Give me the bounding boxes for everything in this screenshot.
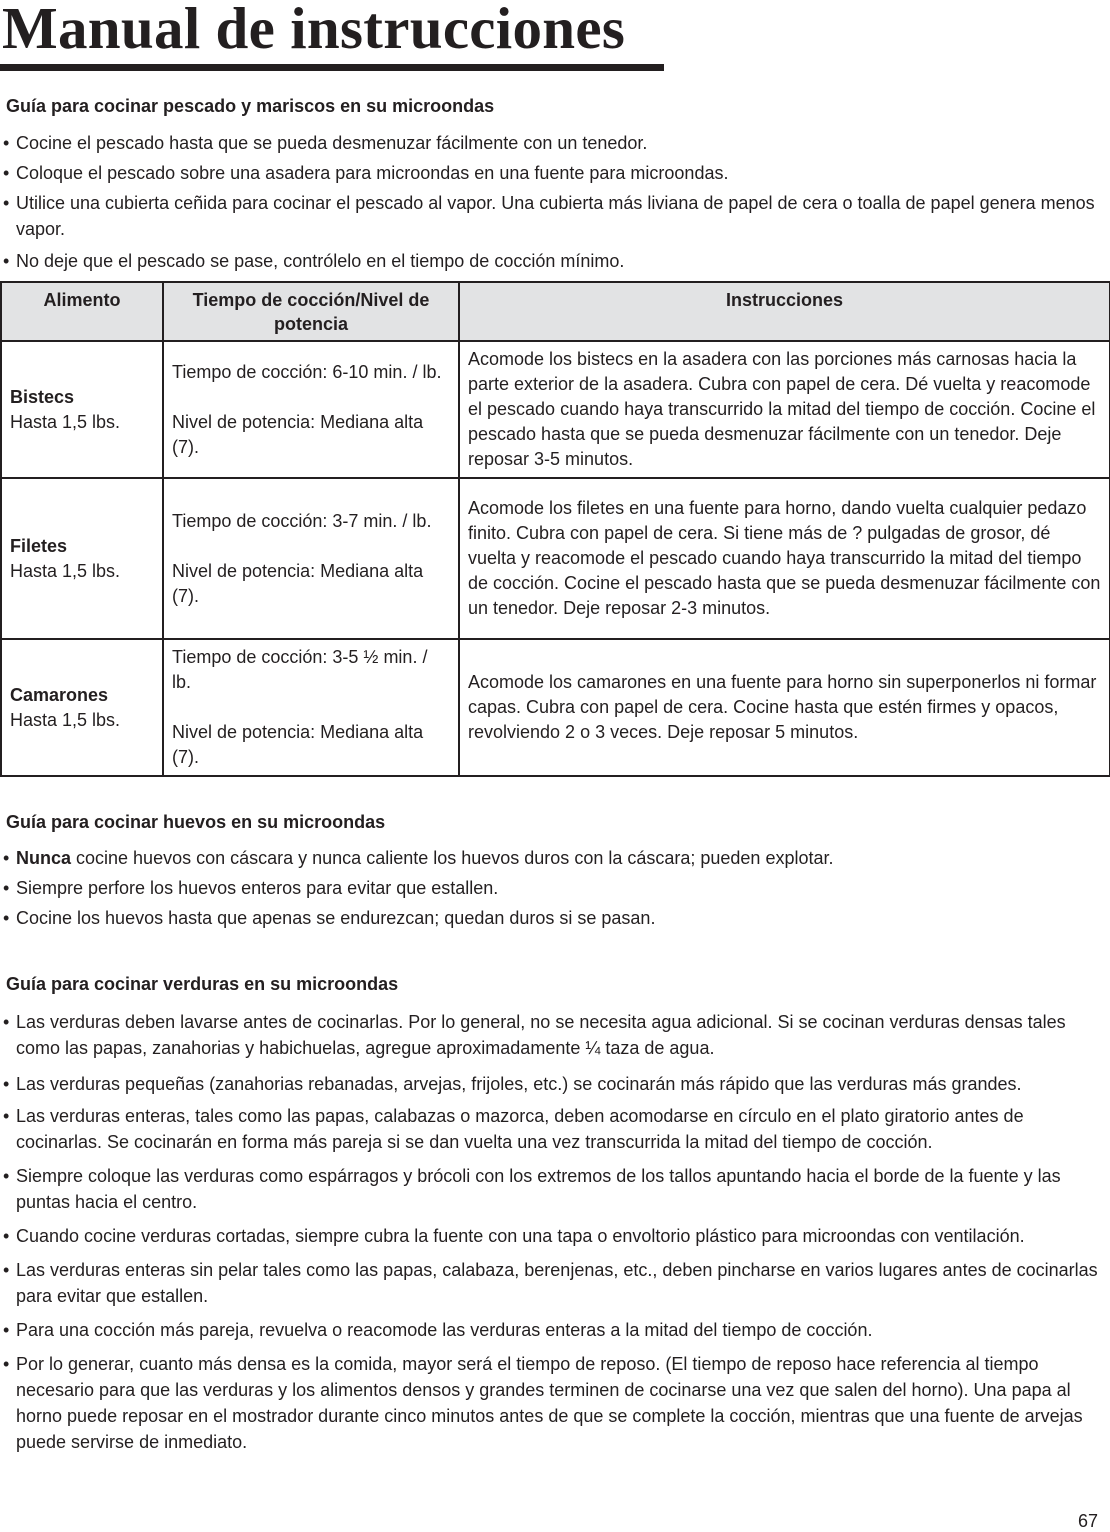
- vegetables-guide-list: [0, 1009, 1108, 1455]
- list-item: • No deje que el pescado se pase, contrólelo en el tiempo de cocción mínimo.: [0, 248, 1108, 274]
- list-item: • Las verduras deben lavarse antes de cocinarlas. Por lo general, no se necesita agua adicional. Si se cocinan verduras densas tales como las papas, zanahorias y habichuelas, agregue aproximadamente ¼ taza de agua.: [0, 1009, 1108, 1061]
- list-item: • Coloque el pescado sobre una asadera para microondas en una fuente para microondas.: [0, 160, 1108, 186]
- food-quantity: Hasta 1,5 lbs.: [10, 411, 121, 432]
- vegetables-guide-heading: Guía para cocinar verduras en su microondas: [6, 974, 399, 994]
- eggs-guide-heading: Guía para cocinar huevos en su microondas: [6, 812, 386, 832]
- food-cell: [1, 639, 163, 776]
- page-number: 67: [1077, 1511, 1098, 1531]
- list-item: • Siempre perfore los huevos enteros para evitar que estallen.: [0, 875, 1108, 901]
- time-cell: [163, 639, 459, 776]
- instructions-cell: Acomode los camarones en una fuente para horno sin superponerlos ni formar capas. Cubra con papel de cera. Cocine hasta que estén firmes y opacos, revolviendo 2 o 3 veces. Deje reposar 5 minutos.: [459, 639, 1110, 776]
- power-level: Nivel de potencia: Mediana alta (7).: [172, 560, 424, 606]
- list-item: [0, 845, 1108, 871]
- cooking-time: Tiempo de cocción: 3-7 min. / lb.: [172, 510, 432, 531]
- list-item: • Cuando cocine verduras cortadas, siempre cubra la fuente con una tapa o envoltorio plástico para microondas con ventilación.: [0, 1223, 1108, 1249]
- food-name: Bistecs: [10, 386, 75, 407]
- column-header-instructions: Instrucciones: [459, 282, 1110, 341]
- warning-word: Nunca: [16, 848, 72, 868]
- list-item: • Las verduras pequeñas (zanahorias rebanadas, arvejas, frijoles, etc.) se cocinarán más rápido que las verduras más grandes.: [0, 1071, 1108, 1097]
- list-item: • Siempre coloque las verduras como espárragos y brócoli con los extremos de los tallos apuntando hacia el borde de la fuente y las puntas hacia el centro.: [0, 1163, 1108, 1215]
- food-cell: [1, 341, 163, 478]
- fish-cooking-table: [0, 281, 1110, 777]
- food-cell: [1, 478, 163, 639]
- list-item: • Por lo generar, cuanto más densa es la comida, mayor será el tiempo de reposo. (El tiempo de reposo hace referencia al tiempo necesario para que las verduras y los alimentos densos y grandes terminen de cocinarse una vez que salen del horno). Una papa al horno puede reposar en el mostrador durante cinco minutos antes de que se complete la cocción, mientras que una fuente de arvejas puede servirse de inmediato.: [0, 1351, 1108, 1455]
- food-name: Filetes: [10, 535, 68, 556]
- list-item: • Cocine los huevos hasta que apenas se endurezcan; quedan duros si se pasan.: [0, 905, 1108, 931]
- table-row: [1, 639, 1110, 776]
- column-header-food: Alimento: [1, 282, 163, 341]
- eggs-guide-list: [0, 845, 1108, 931]
- cooking-time: Tiempo de cocción: 6-10 min. / lb.: [172, 361, 442, 382]
- column-header-time: Tiempo de cocción/Nivel de potencia: [163, 282, 459, 341]
- table-header-row: [1, 282, 1110, 341]
- instructions-cell: Acomode los filetes en una fuente para horno, dando vuelta cualquier pedazo finito. Cubra con papel de cera. Si tiene más de ? pulgadas de grosor, dé vuelta y reacomode el pescado cuando haya transcurrido la mitad del tiempo de cocción. Cocine el pescado hasta que se pueda desmenuzar fácilmente con un tenedor. Deje reposar 2-3 minutos.: [459, 478, 1110, 639]
- power-level: Nivel de potencia: Mediana alta (7).: [172, 411, 424, 457]
- title-underline: [0, 64, 664, 71]
- table-row: [1, 341, 1110, 478]
- list-item: • Las verduras enteras sin pelar tales como las papas, calabaza, berenjenas, etc., deben pincharse en varios lugares antes de cocinarlas para evitar que estallen.: [0, 1257, 1108, 1309]
- food-quantity: Hasta 1,5 lbs.: [10, 709, 121, 730]
- list-item-text: cocine huevos con cáscara y nunca caliente los huevos duros con la cáscara; pueden explotar.: [71, 848, 834, 868]
- fish-guide-heading: Guía para cocinar pescado y mariscos en su microondas: [6, 96, 495, 116]
- food-name: Camarones: [10, 684, 109, 705]
- cooking-time: Tiempo de cocción: 3-5 ½ min. / lb.: [172, 647, 428, 692]
- instructions-cell: Acomode los bistecs en la asadera con las porciones más carnosas hacia la parte exterior de la asadera. Cubra con papel de cera. Dé vuelta y reacomode el pescado cuando haya transcurrido la mitad del tiempo de cocción. Cocine el pescado hasta que se pueda desmenuzar fácilmente con un tenedor. Deje reposar 3-5 minutos.: [459, 341, 1110, 478]
- time-cell: [163, 478, 459, 639]
- power-level: Nivel de potencia: Mediana alta (7).: [172, 722, 424, 767]
- time-cell: [163, 341, 459, 478]
- list-item: • Para una cocción más pareja, revuelva o reacomode las verduras enteras a la mitad del tiempo de cocción.: [0, 1317, 1108, 1343]
- list-item: • Cocine el pescado hasta que se pueda desmenuzar fácilmente con un tenedor.: [0, 130, 1108, 156]
- page-title: Manual de instrucciones: [2, 0, 626, 61]
- food-quantity: Hasta 1,5 lbs.: [10, 560, 121, 581]
- list-item: • Utilice una cubierta ceñida para cocinar el pescado al vapor. Una cubierta más liviana de papel de cera o toalla de papel genera menos vapor.: [0, 190, 1108, 242]
- table-row: [1, 478, 1110, 639]
- list-item: • Las verduras enteras, tales como las papas, calabazas o mazorca, deben acomodarse en círculo en el plato giratorio antes de cocinarlas. Se cocinarán en forma más pareja si se dan vuelta una vez transcurrida la mitad del tiempo de cocción.: [0, 1103, 1108, 1155]
- fish-guide-list: [0, 130, 1108, 274]
